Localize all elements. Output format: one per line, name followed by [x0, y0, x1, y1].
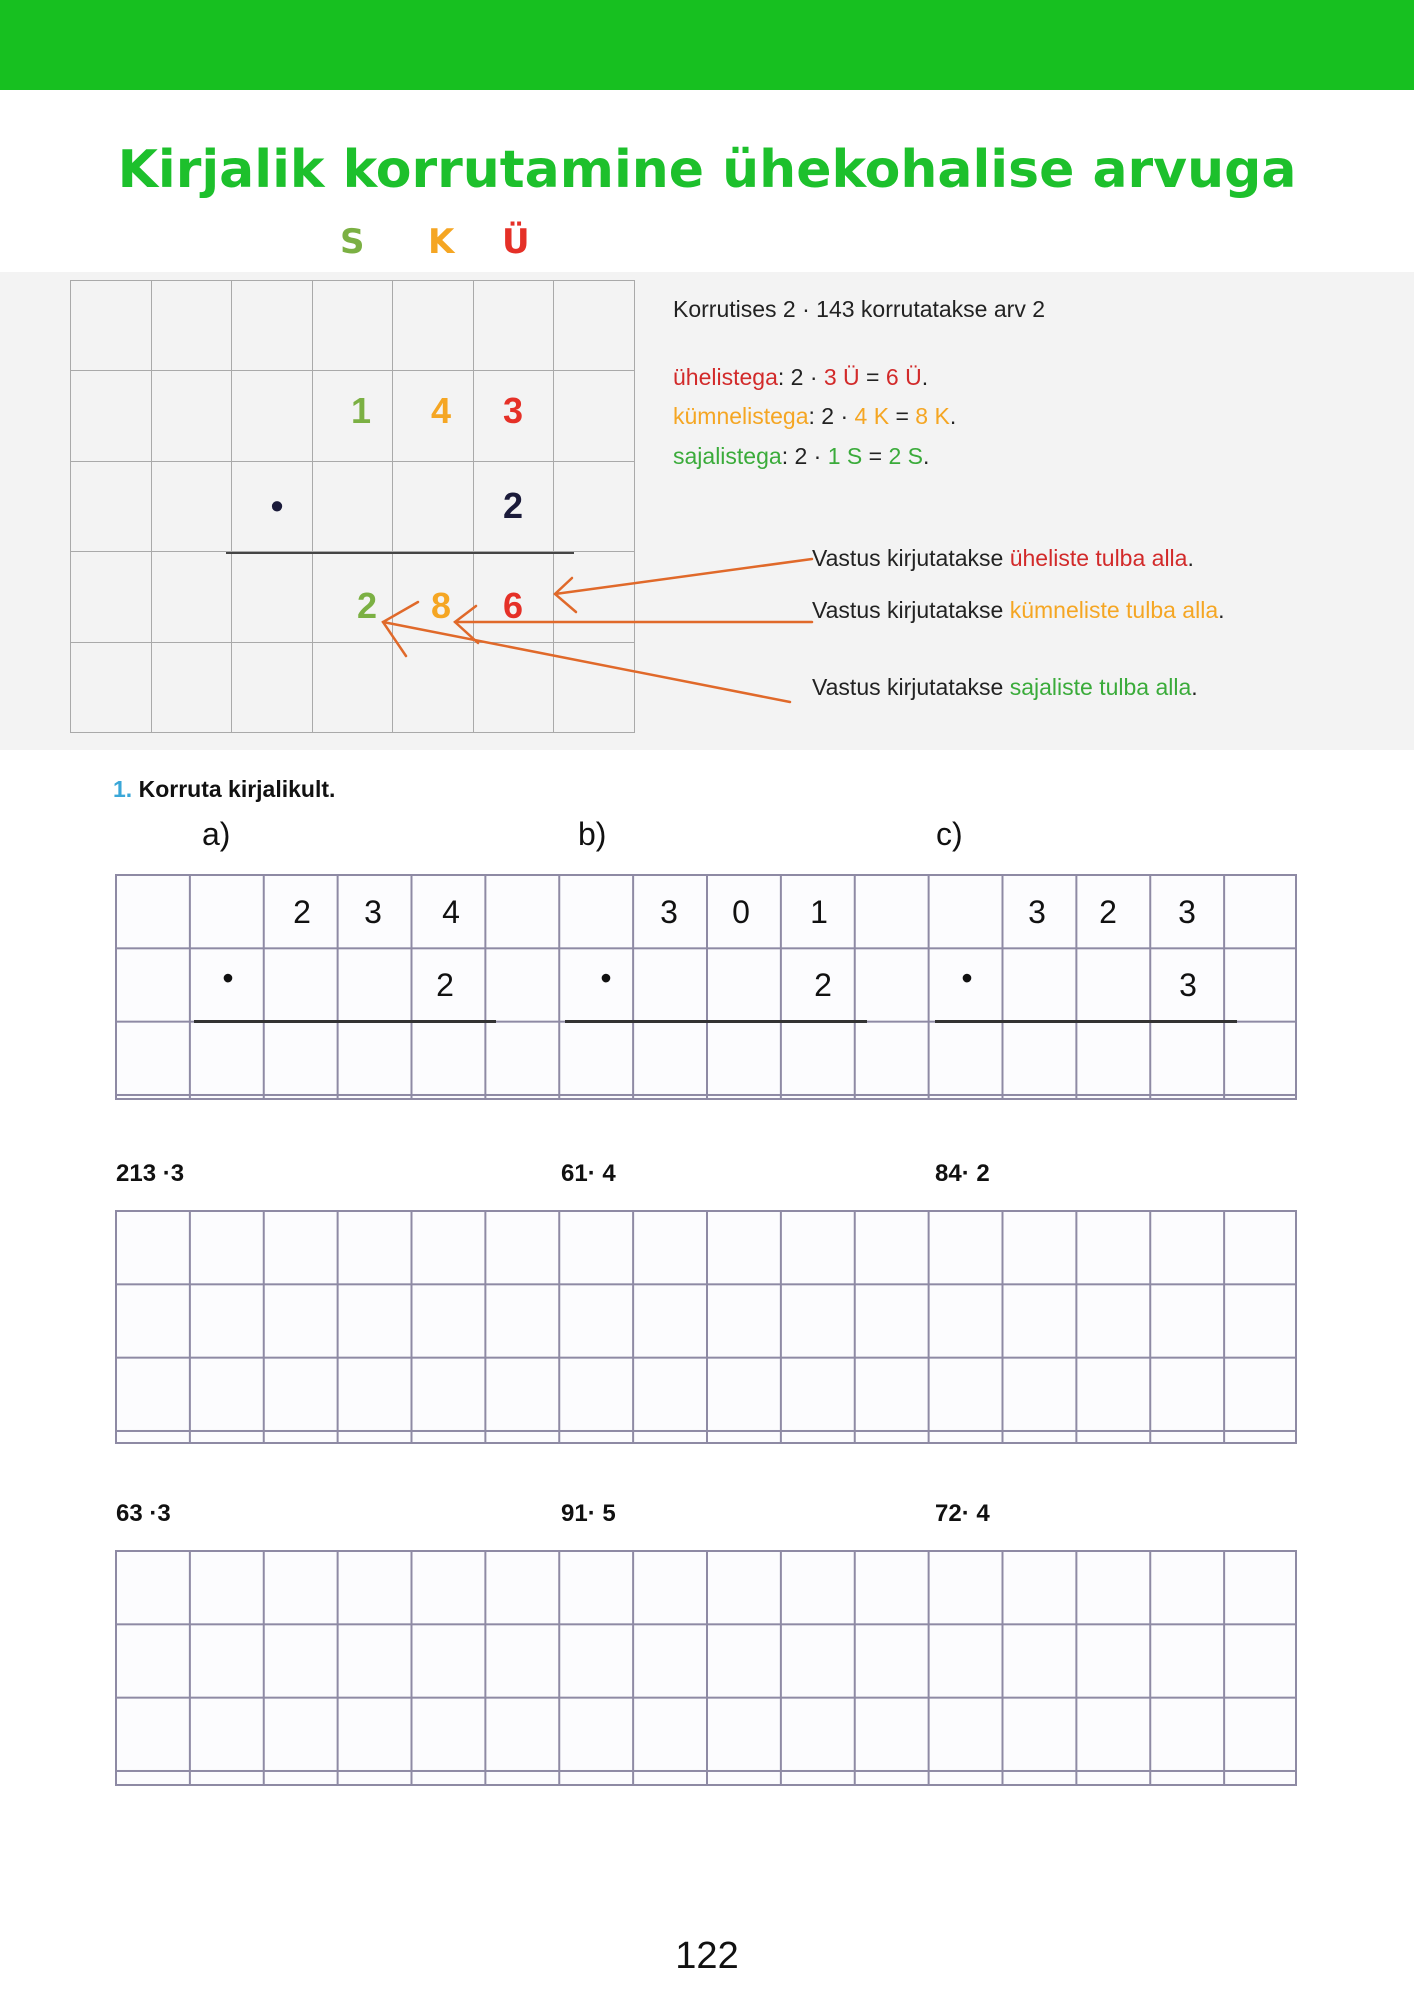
- example-dot: •: [270, 485, 284, 526]
- problem-label: 213 ·3: [116, 1160, 185, 1187]
- column-label-u: Ü: [502, 222, 530, 262]
- example-multiplier: 2: [502, 485, 524, 526]
- a-digit-3: 4: [442, 894, 460, 930]
- problem-label: 84· 2: [935, 1160, 990, 1187]
- a-underline: [194, 1020, 496, 1023]
- task-grid-3[interactable]: [115, 1550, 1297, 1786]
- problem-label: 91· 5: [561, 1500, 616, 1527]
- c-digit-3: 3: [1178, 894, 1196, 930]
- task-grid-2[interactable]: [115, 1210, 1297, 1444]
- c-underline: [935, 1020, 1237, 1023]
- example-digit-hundreds: 1: [350, 390, 372, 431]
- task-a-label: a): [202, 816, 231, 852]
- problem-label: 72· 4: [935, 1500, 990, 1527]
- example-result-hundreds: 2: [356, 585, 378, 626]
- page-title: Kirjalik korrutamine ühekohalise arvuga: [117, 140, 1297, 200]
- explanation-line-hundreds: sajalistega: 2 · 1 S = 2 S.: [673, 443, 930, 469]
- c-mult: 3: [1179, 967, 1197, 1003]
- task-heading: 1. Korruta kirjalikult.: [113, 776, 336, 802]
- c-digit-2: 2: [1099, 894, 1117, 930]
- a-mult: 2: [436, 967, 454, 1003]
- column-label-s: S: [340, 222, 365, 262]
- a-dot: •: [222, 960, 234, 996]
- c-dot: •: [961, 960, 973, 996]
- example-result-tens: 8: [430, 585, 452, 626]
- explanation-intro: Korrutises 2 · 143 korrutatakse arv 2: [673, 296, 1045, 322]
- task-b-label: b): [578, 816, 607, 852]
- b-mult: 2: [814, 967, 832, 1003]
- b-underline: [565, 1020, 867, 1023]
- b-dot: •: [600, 960, 612, 996]
- explanation-line-tens: kümnelistega: 2 · 4 K = 8 K.: [673, 403, 957, 429]
- note-tens: Vastus kirjutatakse kümneliste tulba alla.: [812, 597, 1225, 623]
- explanation-line-ones: ühelistega: 2 · 3 Ü = 6 Ü.: [673, 364, 929, 390]
- example-digit-ones: 3: [502, 390, 524, 431]
- example-result-ones: 6: [502, 585, 524, 626]
- note-ones: Vastus kirjutatakse üheliste tulba alla.: [812, 545, 1194, 571]
- problem-label: 61· 4: [561, 1160, 616, 1187]
- task-c-label: c): [936, 816, 963, 852]
- example-digit-tens: 4: [430, 390, 452, 431]
- a-digit-2: 3: [364, 894, 382, 930]
- b-digit-3: 1: [810, 894, 828, 930]
- b-digit-2: 0: [732, 894, 750, 930]
- b-digit-1: 3: [660, 894, 678, 930]
- a-digit-1: 2: [293, 894, 311, 930]
- note-hundreds: Vastus kirjutatakse sajaliste tulba alla.: [812, 674, 1198, 700]
- page-number: 122: [675, 1935, 739, 1977]
- c-digit-1: 3: [1028, 894, 1046, 930]
- column-label-k: K: [428, 222, 455, 262]
- problem-label: 63 ·3: [116, 1500, 171, 1527]
